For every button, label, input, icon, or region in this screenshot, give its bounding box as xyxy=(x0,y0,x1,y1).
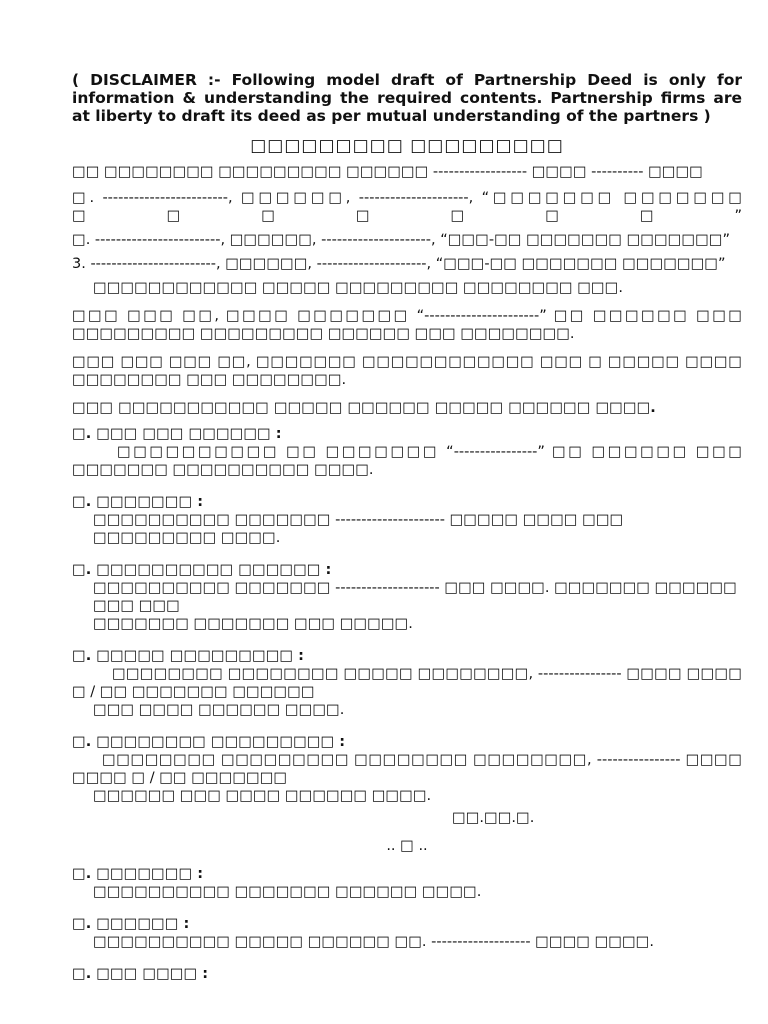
section-4-heading: □. □□□□□ □□□□□□□□□ : xyxy=(72,648,304,664)
section-2-heading: □. □□□□□□□ : xyxy=(72,494,204,510)
recital-3: □□□ □□□□□□□□□□□ □□□□□ □□□□□□ □□□□□ □□□□□□ □□□□. xyxy=(72,400,656,416)
section-2-body: □□□□□□□□□□ □□□□□□□ --------------------- □□□□□ □□□□ □□□ □□□□□□□□□ □□□□. xyxy=(93,512,624,546)
section-1-body: □□□□□□□□□□ □□ □□□□□□□ “----------------” □□ □□□□□□ □□□ □□□□□□□ □□□□□□□□□□ □□□□. xyxy=(72,444,742,478)
page-continuation-note: □□.□□.□. xyxy=(452,810,535,826)
section-7-heading: □. □□□□□□ : xyxy=(72,916,190,932)
section-1-heading: □. □□□ □□□ □□□□□□ : xyxy=(72,426,282,442)
party-2: □. ------------------------, □□□□□□, ---------------------, “□□□-□□ □□□□□□□ □□□□□□□” xyxy=(72,232,730,248)
disclaimer-text: ( DISCLAIMER :- Following model draft of Partnership Deed is only for information & understanding the required contents. Partnership firms are at liberty to draft its deed as per mutual understanding of the partners ) xyxy=(72,71,742,125)
page-separator: .. □ .. xyxy=(386,838,428,854)
section-6-heading: □. □□□□□□□ : xyxy=(72,866,204,882)
party-3: 3. ------------------------, □□□□□□, ---------------------, “□□□-□□ □□□□□□□ □□□□□□□” xyxy=(72,256,726,272)
recital-1: □□□ □□□ □□, □□□□ □□□□□□□ “----------------------” □□ □□□□□□ □□□ □□□□□□□□□ □□□□□□□□□ □□□□□□ □□□ □□□□□□□□. xyxy=(72,308,742,342)
section-4-body-line1: □□□□□□□□ □□□□□□□□ □□□□□ □□□□□□□□, ---------------- □□□□ □□□□ □ / □□ □□□□□□□ □□□□□□ xyxy=(72,666,742,700)
section-3-body-line2: □□□□□□□ □□□□□□□ □□□ □□□□□. xyxy=(93,616,413,632)
document-page xyxy=(72,71,742,983)
section-8-heading: □. □□□ □□□□ : xyxy=(72,966,209,982)
intro-line: □□ □□□□□□□□ □□□□□□□□□ □□□□□□ ------------------ □□□□ ---------- □□□□ xyxy=(72,164,703,180)
document-title: □□□□□□□□□ □□□□□□□□□ xyxy=(250,136,564,156)
between-line: □□□□□□□□□□□□ □□□□□ □□□□□□□□□ □□□□□□□□ □□□. xyxy=(93,280,623,296)
section-4-body-line2: □□□ □□□□ □□□□□□ □□□□. xyxy=(93,702,345,718)
recital-2: □□□ □□□ □□□ □□, □□□□□□□ □□□□□□□□□□□□ □□□ □ □□□□□ □□□□ □□□□□□□□ □□□ □□□□□□□□. xyxy=(72,354,742,388)
section-5-heading: □. □□□□□□□□ □□□□□□□□□ : xyxy=(72,734,346,750)
section-3-heading: □. □□□□□□□□□□ □□□□□□ : xyxy=(72,562,332,578)
section-6-body: □□□□□□□□□□ □□□□□□□ □□□□□□ □□□□. xyxy=(93,884,482,900)
section-3-body-line1: □□□□□□□□□□ □□□□□□□ -------------------- □□□ □□□□. □□□□□□□ □□□□□□ □□□ □□□ xyxy=(93,580,737,614)
section-5-body-line2: □□□□□□ □□□ □□□□ □□□□□□ □□□□. xyxy=(93,788,432,804)
party-1: □. ------------------------, □□□□□□, ---------------------, “□□□□□□□ □□□□□□□ □□□□□□□” xyxy=(72,190,742,224)
section-7-body: □□□□□□□□□□ □□□□□ □□□□□□ □□. ------------------- □□□□ □□□□. xyxy=(93,934,654,950)
section-5-body-line1: □□□□□□□□ □□□□□□□□□ □□□□□□□□ □□□□□□□□, ---------------- □□□□ □□□□ □ / □□ □□□□□□□ xyxy=(72,752,742,786)
